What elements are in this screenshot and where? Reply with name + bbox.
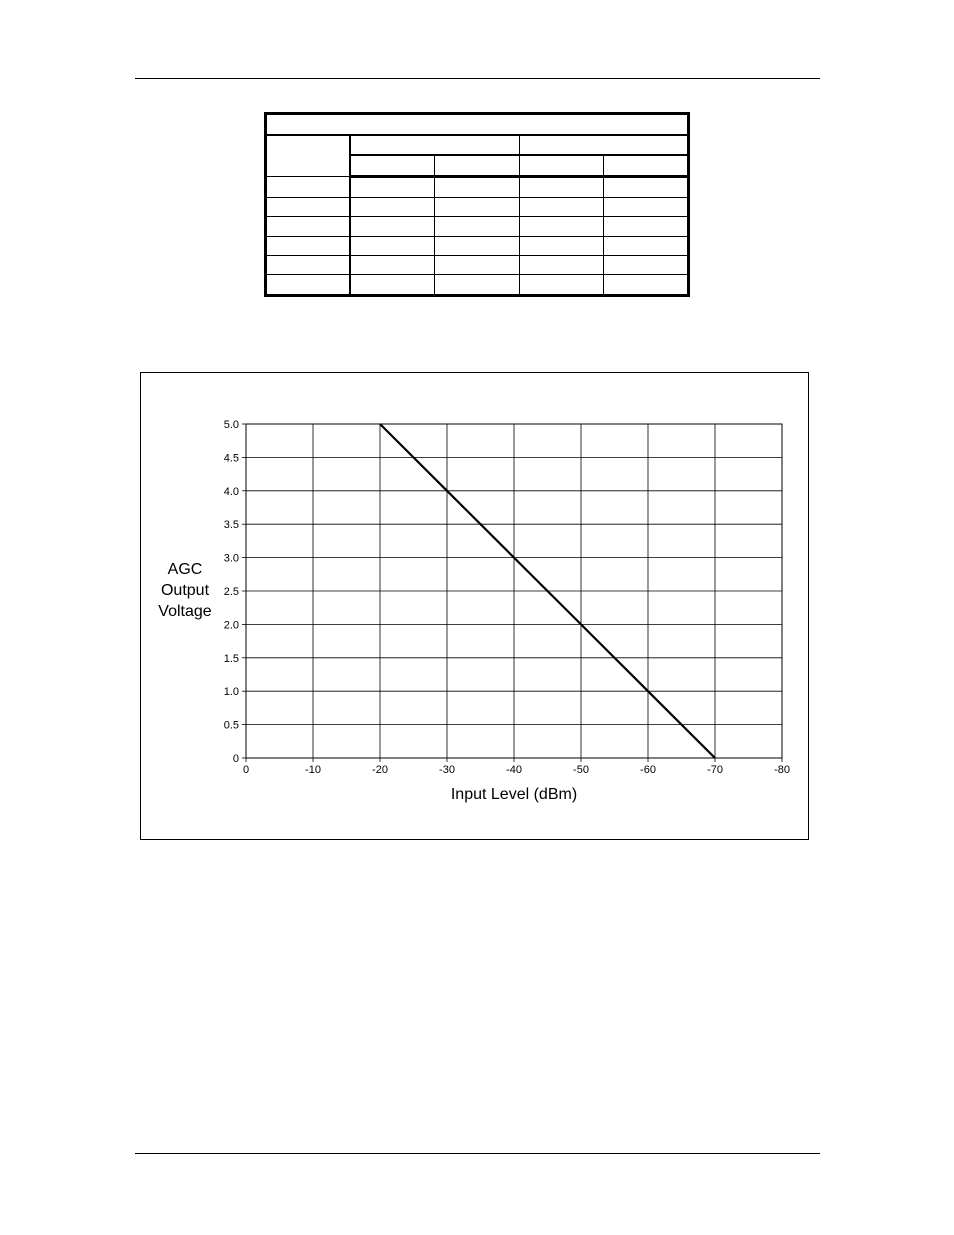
y-tick-label: 0.5 bbox=[223, 719, 239, 732]
x-tick-label: -10 bbox=[305, 764, 321, 776]
y-tick-label: 0 bbox=[232, 753, 239, 765]
x-tick-label: -60 bbox=[640, 764, 656, 776]
x-tick-label: -70 bbox=[707, 764, 723, 776]
y-axis-label-line: Output bbox=[160, 582, 210, 599]
table-cell bbox=[350, 275, 435, 296]
x-tick-label: 0 bbox=[242, 764, 250, 776]
x-tick-label: -80 bbox=[774, 764, 790, 776]
table-subheader bbox=[350, 155, 435, 177]
x-tick-label: -50 bbox=[573, 764, 589, 776]
table-cell bbox=[266, 256, 351, 275]
spec-table bbox=[264, 112, 690, 297]
table-title bbox=[266, 114, 689, 136]
table-row bbox=[266, 275, 689, 296]
table-cell bbox=[350, 217, 435, 236]
table-cell bbox=[266, 217, 351, 236]
footer-rule bbox=[135, 1153, 820, 1154]
y-tick-label: 3.0 bbox=[223, 552, 239, 565]
table-cell bbox=[266, 177, 351, 197]
table-group-header bbox=[519, 135, 688, 154]
table-cell bbox=[350, 236, 435, 255]
table-cell bbox=[266, 236, 351, 255]
y-tick-label: 1.0 bbox=[223, 686, 239, 699]
y-axis-label-line: AGC bbox=[167, 561, 203, 578]
table-cell bbox=[604, 256, 689, 275]
y-tick-label: 5.0 bbox=[223, 419, 239, 431]
table-row bbox=[266, 177, 689, 197]
y-tick-label: 4.0 bbox=[223, 485, 239, 498]
y-tick-label: 2.0 bbox=[223, 619, 239, 632]
table-cell bbox=[604, 217, 689, 236]
table-subheader bbox=[604, 155, 689, 177]
chart-frame bbox=[140, 372, 809, 840]
y-tick-label: 1.5 bbox=[223, 652, 239, 665]
y-axis-label-line: Voltage bbox=[158, 603, 212, 620]
table-cell bbox=[435, 197, 520, 216]
table-cell bbox=[435, 256, 520, 275]
table-cell bbox=[519, 275, 604, 296]
y-tick-label: 4.5 bbox=[223, 452, 239, 465]
table-group-header bbox=[350, 135, 519, 154]
table-cell bbox=[604, 275, 689, 296]
table-cell bbox=[604, 236, 689, 255]
table-cell bbox=[435, 177, 520, 197]
table-cell bbox=[435, 217, 520, 236]
table-subheader bbox=[435, 155, 520, 177]
x-tick-label: -30 bbox=[439, 764, 455, 776]
table-cell bbox=[435, 275, 520, 296]
agc-chart bbox=[141, 373, 807, 838]
table-cell bbox=[350, 177, 435, 197]
table-cell bbox=[604, 177, 689, 197]
x-tick-label: -40 bbox=[506, 764, 522, 776]
table-row bbox=[266, 236, 689, 255]
table-cell bbox=[266, 197, 351, 216]
header-rule bbox=[135, 78, 820, 79]
table-cell bbox=[519, 217, 604, 236]
table-cell bbox=[519, 256, 604, 275]
table-cell bbox=[350, 256, 435, 275]
table-cell bbox=[350, 197, 435, 216]
x-axis-label: Input Level (dBm) bbox=[450, 786, 578, 803]
y-tick-label: 3.5 bbox=[223, 519, 239, 532]
table-cell bbox=[266, 275, 351, 296]
table-row bbox=[266, 256, 689, 275]
table-cell bbox=[519, 197, 604, 216]
table-cell bbox=[519, 177, 604, 197]
table-subheader bbox=[519, 155, 604, 177]
table-row bbox=[266, 217, 689, 236]
table-corner-header bbox=[266, 135, 351, 176]
y-tick-label: 2.5 bbox=[223, 586, 239, 598]
table-cell bbox=[604, 197, 689, 216]
table-cell bbox=[435, 236, 520, 255]
table-row bbox=[266, 197, 689, 216]
x-tick-label: -20 bbox=[372, 764, 388, 776]
table-cell bbox=[519, 236, 604, 255]
